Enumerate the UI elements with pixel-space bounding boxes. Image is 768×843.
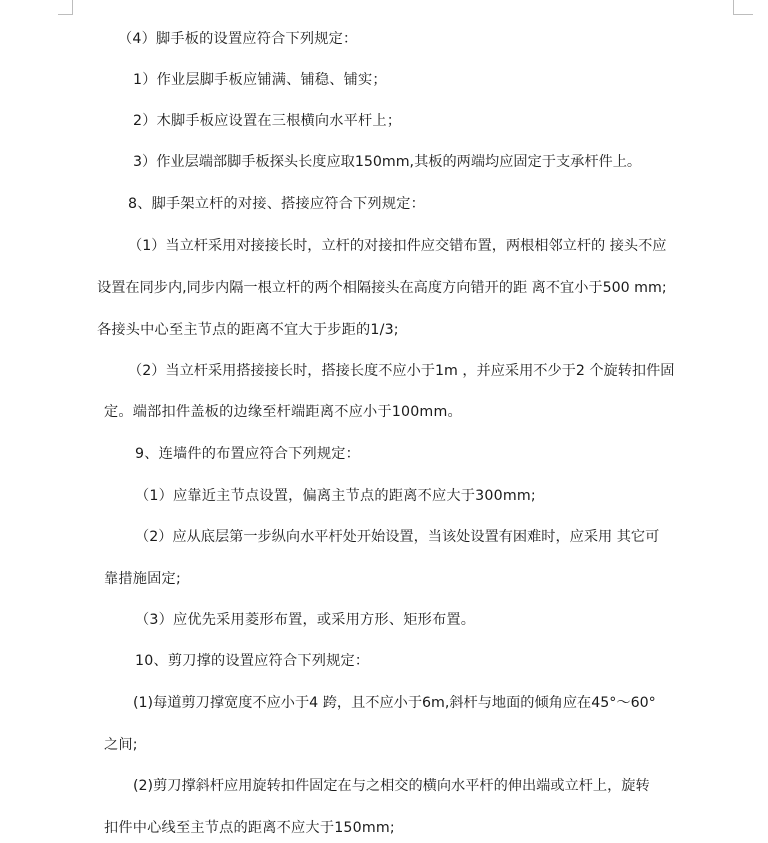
text-line: 定。端部扣件盖板的边缘至杆端距离不应小于100mm。 [104,404,462,420]
text-line: 之间; [104,737,138,753]
text-line: （2）当立杆采用搭接接长时，搭接长度不应小于1m ，并应采用不少于2 个旋转扣件固 [128,363,675,379]
text-line: （2）应从底层第一步纵向水平杆处开始设置，当该处设置有困难时，应采用 其它可 [135,529,660,545]
text-line: （4）脚手板的设置应符合下列规定： [118,31,358,47]
text-line: 设置在同步内,同步内隔一根立杆的两个相隔接头在高度方向错开的距 离不宜小于500 mm; [97,280,667,296]
text-line: 1）作业层脚手板应铺满、铺稳、铺实； [133,72,387,88]
text-line: 扣件中心线至主节点的距离不应大于150mm; [104,820,395,836]
text-line: 各接头中心至主节点的距离不宜大于步距的1/3; [97,322,399,338]
text-line: （3）应优先采用菱形布置，或采用方形、矩形布置。 [135,612,476,628]
text-line: （1）应靠近主节点设置，偏离主节点的距离不应大于300mm; [135,488,536,504]
text-line: (2)剪刀撑斜杆应用旋转扣件固定在与之相交的横向水平杆的伸出端或立杆上，旋转 [133,778,650,794]
text-line: 靠措施固定; [104,571,181,587]
margin-mark-top-left [58,14,73,15]
margin-mark-top-right [733,0,734,14]
text-line: (1)每道剪刀撑宽度不应小于4 跨，且不应小于6m,斜杆与地面的倾角应在45°～60° [133,695,656,711]
text-line: 9、连墙件的布置应符合下列规定： [135,446,361,462]
text-line: （1）当立杆采用对接接长时，立杆的对接扣件应交错布置，两根相邻立杆的 接头不应 [128,238,667,254]
margin-mark-top-right [733,14,753,15]
text-line: 2）木脚手板应设置在三根横向水平杆上； [133,113,402,129]
margin-mark-top-left [72,0,73,14]
text-line: 10、剪刀撑的设置应符合下列规定： [135,653,370,669]
text-line: 3）作业层端部脚手板探头长度应取150mm,其板的两端均应固定于支承杆件上。 [133,154,642,170]
text-line: 8、脚手架立杆的对接、搭接应符合下列规定： [128,196,425,212]
